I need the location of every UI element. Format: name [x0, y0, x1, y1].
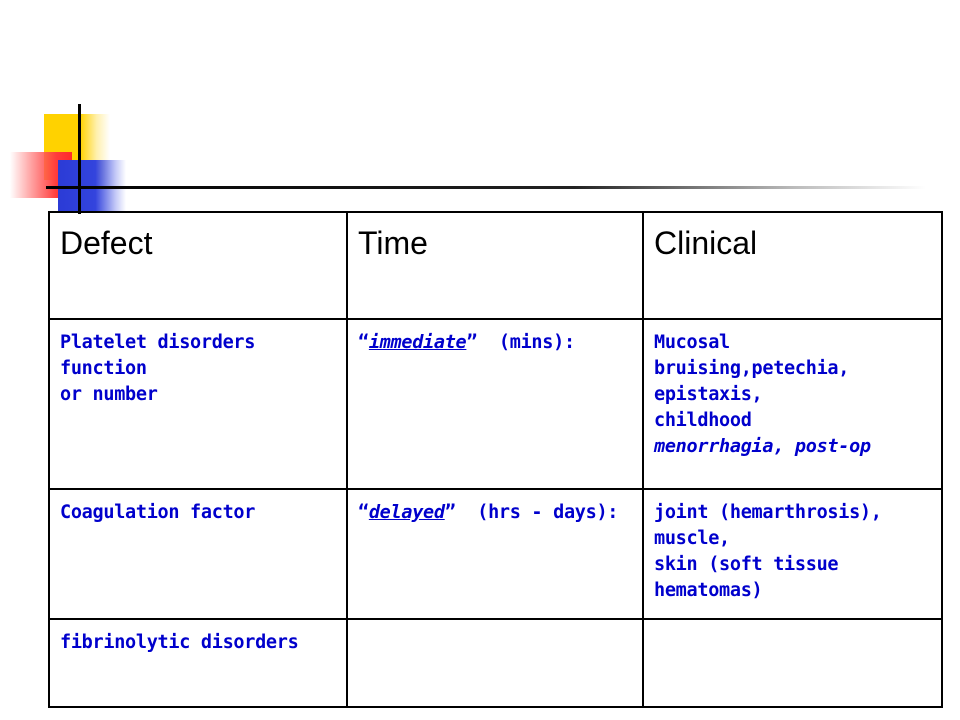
header-time: Time: [347, 212, 643, 319]
cell-defect: [49, 619, 347, 707]
cell-text: [358, 502, 618, 523]
cell-text: muscle,: [654, 528, 730, 549]
cell-text: [358, 330, 642, 356]
cell-text: bruising,petechia,: [654, 358, 850, 379]
time-rest: (hrs - days):: [455, 502, 619, 523]
cell-text: fibrinolytic disorders: [60, 632, 299, 653]
cell-text: Mucosal: [654, 332, 730, 353]
cell-text-italic: menorrhagia, post-op: [654, 436, 871, 457]
header-clinical: Clinical: [643, 212, 942, 319]
table-row: [49, 489, 942, 619]
header-defect: Defect: [49, 212, 347, 319]
cell-text: function: [60, 358, 147, 379]
title-rule-line: [46, 186, 926, 189]
cell-text: Platelet disorders: [60, 332, 256, 353]
cell-text: or number: [60, 384, 158, 405]
table-row: [49, 319, 942, 489]
open-quote: “: [358, 502, 369, 523]
open-quote: “: [358, 332, 369, 353]
decorative-vertical-line: [78, 104, 81, 214]
time-keyword: immediate: [368, 332, 467, 353]
cell-defect: [49, 319, 347, 489]
cell-clinical: [643, 619, 942, 707]
table-row: [49, 619, 942, 707]
close-quote: ”: [444, 502, 456, 523]
cell-text: Coagulation factor: [60, 502, 256, 523]
cell-clinical: [643, 489, 942, 619]
cell-text: joint (hemarthrosis),: [654, 502, 882, 523]
cell-clinical: [643, 319, 942, 489]
time-rest: (mins):: [477, 332, 575, 353]
cell-time: [347, 489, 643, 619]
table-header-row: [49, 212, 942, 319]
cell-text: skin (soft tissue: [654, 554, 839, 575]
cell-time: [347, 319, 643, 489]
cell-text: epistaxis,: [654, 384, 763, 405]
cell-text: childhood: [654, 410, 752, 431]
cell-text: hematomas): [654, 580, 763, 601]
time-keyword: delayed: [368, 502, 445, 523]
bleeding-defect-table: [48, 211, 943, 708]
cell-defect: [49, 489, 347, 619]
cell-time: [347, 619, 643, 707]
close-quote: ”: [466, 332, 478, 353]
